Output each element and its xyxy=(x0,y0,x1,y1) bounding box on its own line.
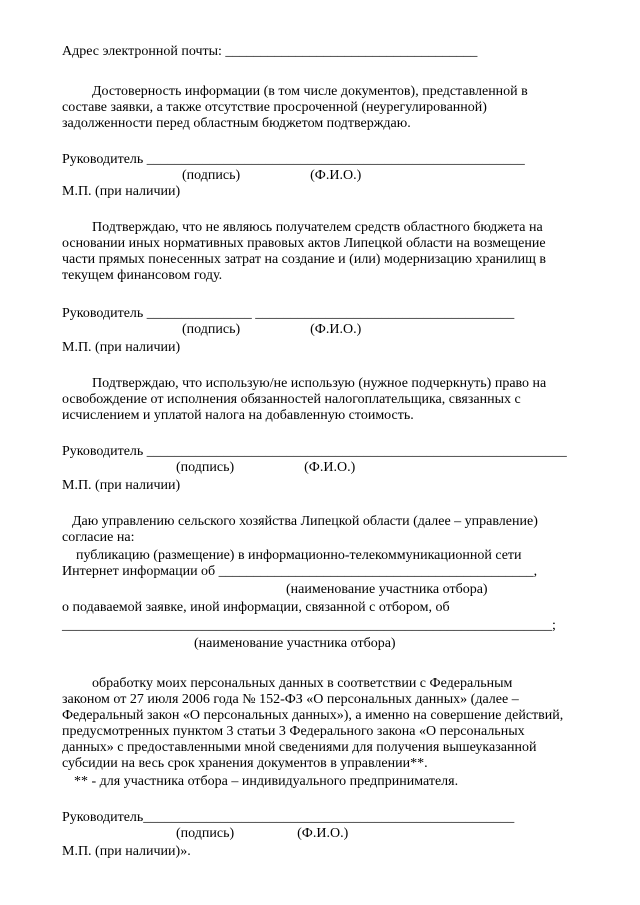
signature-3-line: Руководитель ____________________________________________________________ xyxy=(62,444,567,459)
signature-1-line: Руководитель ______________________________________________________ xyxy=(62,152,525,167)
consent-line-2: согласие на: xyxy=(62,530,135,545)
signature-3-labels: (подпись) (Ф.И.О.) xyxy=(176,460,356,475)
stamp-3: М.П. (при наличии) xyxy=(62,478,181,493)
stamp-4: М.П. (при наличии)». xyxy=(62,844,191,859)
signature-2-labels: (подпись) (Ф.И.О.) xyxy=(182,322,362,337)
consent-line-7: ______________________________________________________________________; xyxy=(62,618,556,633)
signature-4-labels: (подпись) (Ф.И.О.) xyxy=(176,826,349,841)
p1-text-1: Достоверность информации (в том числе документов), представленной в xyxy=(92,84,528,99)
email-line: Адрес электронной почты: ____________________________________ xyxy=(62,44,478,59)
consent-line-4: Интернет информации об _____________________________________________, xyxy=(62,564,538,579)
participant-name-caption-2: (наименование участника отбора) xyxy=(194,636,396,651)
p3-line-2: освобождение от исполнения обязанностей налогоплательщика, связанных с xyxy=(62,392,521,407)
p2-line-1: Подтверждаю, что не являюсь получателем средств областного бюджета на xyxy=(92,220,543,235)
signature-1-labels: (подпись) (Ф.И.О.) xyxy=(182,168,362,183)
consent-line-3: публикацию (размещение) в информационно-телекоммуникационной сети xyxy=(76,548,522,563)
consent-line-1: Даю управлению сельского хозяйства Липецкой области (далее – управление) xyxy=(72,514,538,529)
p1-line-2 xyxy=(62,100,610,116)
p1-line-1 xyxy=(62,84,610,100)
p4-line-2: законом от 27 июля 2006 года № 152-ФЗ «О персональных данных» (далее – xyxy=(62,692,519,707)
p3-line-3: исчислением и уплатой налога на добавленную стоимость. xyxy=(62,408,414,423)
p2-line-4: текущем финансовом году. xyxy=(62,268,223,283)
participant-name-caption-1: (наименование участника отбора) xyxy=(286,582,488,597)
p2-line-2: основании иных нормативных правовых актов Липецкой области на возмещение xyxy=(62,236,546,251)
p4-line-1: обработку моих персональных данных в соответствии с Федеральным xyxy=(92,676,513,691)
signature-4-line: Руководитель_____________________________________________________ xyxy=(62,810,515,825)
p1-line-3: задолженности перед областным бюджетом подтверждаю. xyxy=(62,116,411,131)
p2-line-3: части прямых понесенных затрат на создание и (или) модернизацию хранилищ в xyxy=(62,252,547,267)
consent-line-6: о подаваемой заявке, иной информации, связанной с отбором, об xyxy=(62,600,450,615)
stamp-1: М.П. (при наличии) xyxy=(62,184,181,199)
p3-line-1: Подтверждаю, что использую/не использую (нужное подчеркнуть) право на xyxy=(92,376,547,391)
p4-line-5: данных» с предоставленными мной сведениями для получения вышеуказанной xyxy=(62,740,537,755)
p4-line-6: субсидии на весь срок хранения документов в управлении**. xyxy=(62,756,428,771)
p1-text-2: составе заявки, а также отсутствие просроченной (неурегулированной) xyxy=(62,100,487,115)
p4-line-4: предусмотренных пунктом 3 статьи 3 Федерального закона «О персональных xyxy=(62,724,525,739)
p4-line-3: Федеральный закон «О персональных данных»), а именно на совершение действий, xyxy=(62,708,564,723)
stamp-2: М.П. (при наличии) xyxy=(62,340,181,355)
footnote: ** - для участника отбора – индивидуального предпринимателя. xyxy=(74,774,459,789)
signature-2-line: Руководитель _______________ _____________________________________ xyxy=(62,306,515,321)
